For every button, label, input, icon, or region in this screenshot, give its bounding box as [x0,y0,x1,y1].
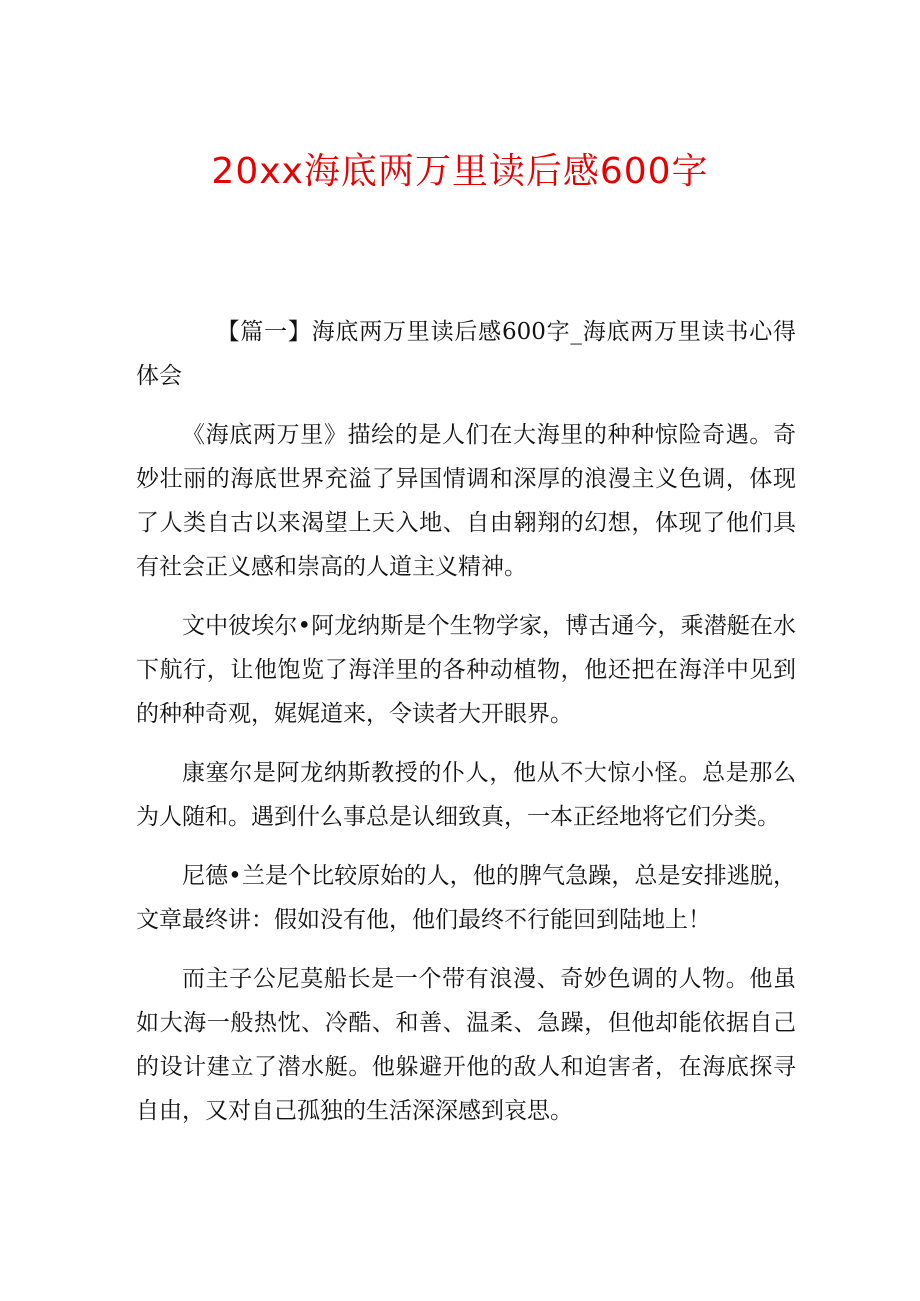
document-body [136,310,796,1148]
paragraph-intro: 《海底两万里》描绘的是人们在大海里的种种惊险奇遇。奇妙壮丽的海底世界充溢了异国情调和深厚的浪漫主义色调，体现了人类自古以来渴望上天入地、自由翱翔的幻想，体现了他们具有社会正义感和崇高的人道主义精神。 [136,422,796,580]
paragraph-conseil: 康塞尔是阿龙纳斯教授的仆人，他从不大惊小怪。总是那么为人随和。遇到什么事总是认细致真，一本正经地将它们分类。 [136,760,796,830]
paragraph-aronnax: 文中彼埃尔•阿龙纳斯是个生物学家，博古通今，乘潜艇在水下航行，让他饱览了海洋里的各种动植物，他还把在海洋中见到的种种奇观，娓娓道来，令读者大开眼界。 [136,613,796,727]
document-title: 20xx海底两万里读后感600字 [211,151,709,192]
section-heading: 【篇一】海底两万里读后感600字_海底两万里读书心得体会 [136,319,796,389]
paragraph-captain-nemo: 而主子公尼莫船长是一个带有浪漫、奇妙色调的人物。他虽如大海一般热忱、冷酷、和善、温柔、急躁，但他却能依据自己的设计建立了潜水艇。他躲避开他的敌人和迫害者，在海底探寻自由，又对自己孤独的生活深深感到哀思。 [136,966,796,1124]
paragraph-ned-land: 尼德•兰是个比较原始的人，他的脾气急躁，总是安排逃脱，文章最终讲：假如没有他，他们最终不行能回到陆地上！ [136,863,796,933]
